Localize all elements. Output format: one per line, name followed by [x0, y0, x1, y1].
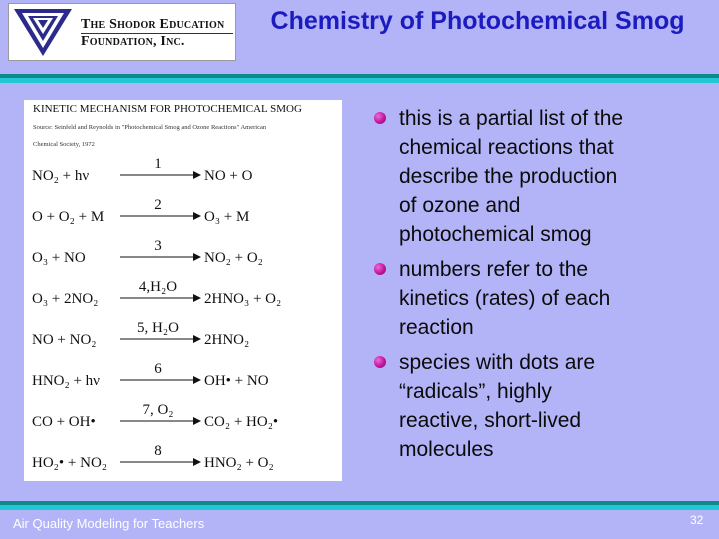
- org-name-line2: Foundation, Inc.: [81, 34, 185, 49]
- reaction-products: 2HNO₂: [204, 332, 250, 348]
- reaction-arrow-head-icon: [193, 458, 201, 466]
- reaction-row: [32, 443, 274, 471]
- reaction-products: 2HNO₃ + O₂: [204, 291, 282, 307]
- bullet-text: this is a partial list of the chemical reactions that describe the production of ozone and photochemical smog: [399, 107, 624, 246]
- top-divider-light: [0, 78, 719, 83]
- reaction-rate-label: 3: [154, 238, 162, 254]
- bullet-dot-icon: [374, 356, 386, 368]
- reaction-products: HNO₂ + O₂: [204, 455, 274, 471]
- reaction-rate-label: 5, H₂O: [137, 320, 179, 336]
- bullet-text: species with dots are “radicals”, highly reactive, short-lived molecules: [399, 351, 596, 461]
- reaction-products: NO + O: [204, 168, 253, 184]
- reaction-products: CO₂ + HO₂•: [204, 414, 279, 430]
- reaction-rate-label: 2: [154, 197, 162, 213]
- reaction-arrow-head-icon: [193, 376, 201, 384]
- reaction-arrow-head-icon: [193, 212, 201, 220]
- reaction-list: [32, 156, 281, 471]
- reaction-reactants: O₃ + NO: [32, 250, 86, 266]
- bullet-dot-icon: [374, 112, 386, 124]
- mechanism-panel: [24, 100, 342, 481]
- reaction-row: [32, 320, 249, 348]
- mechanism-figure: [24, 100, 342, 481]
- reaction-products: NO₂ + O₂: [204, 250, 263, 266]
- reaction-rate-label: 8: [154, 443, 162, 459]
- reaction-rate-label: 6: [154, 361, 162, 377]
- reaction-row: [32, 402, 278, 430]
- reaction-row: [32, 156, 253, 184]
- shodor-logo: [8, 3, 236, 61]
- reaction-row: [32, 361, 269, 389]
- reaction-rate-label: 1: [154, 156, 162, 172]
- bullet-item: [372, 348, 672, 464]
- reaction-reactants: O + O₂ + M: [32, 209, 105, 225]
- reaction-reactants: HO₂• + NO₂: [32, 455, 107, 471]
- reaction-reactants: CO + OH•: [32, 414, 96, 430]
- bullet-item: [372, 104, 672, 249]
- bullet-dot-icon: [374, 263, 386, 275]
- reaction-arrow-head-icon: [193, 171, 201, 179]
- bottom-divider-light: [0, 505, 719, 510]
- logo-divider: [81, 33, 233, 34]
- slide-title: Chemistry of Photochemical Smog: [270, 7, 685, 35]
- mechanism-source-2: Chemical Society, 1972: [33, 141, 95, 148]
- reaction-arrow-head-icon: [193, 335, 201, 343]
- reaction-arrow-head-icon: [193, 253, 201, 261]
- reaction-arrow-head-icon: [193, 294, 201, 302]
- reaction-row: [32, 197, 249, 225]
- footer-course-title: Air Quality Modeling for Teachers: [13, 516, 205, 531]
- reaction-row: [32, 238, 263, 266]
- reaction-reactants: HNO₂ + hν: [32, 373, 100, 389]
- reaction-rate-label: 7, O₂: [142, 402, 174, 418]
- bullet-text: numbers refer to the kinetics (rates) of each reaction: [399, 258, 611, 339]
- reaction-products: O₃ + M: [204, 209, 250, 225]
- bullet-item: [372, 255, 672, 342]
- page-number: 32: [690, 513, 704, 527]
- reaction-row: [32, 279, 281, 307]
- mechanism-source: Source: Seinfeld and Reynolds in "Photochemical Smog and Ozone Reactions" American: [33, 124, 267, 131]
- reaction-reactants: O₃ + 2NO₂: [32, 291, 99, 307]
- bullet-list: [372, 104, 672, 470]
- shodor-logo-icon: [12, 6, 74, 58]
- reaction-arrow-head-icon: [193, 417, 201, 425]
- reaction-reactants: NO₂ + hν: [32, 168, 90, 184]
- reaction-products: OH• + NO: [204, 373, 269, 389]
- org-name-line1: The Shodor Education: [81, 17, 225, 32]
- reaction-reactants: NO + NO₂: [32, 332, 97, 348]
- mechanism-heading: KINETIC MECHANISM FOR PHOTOCHEMICAL SMOG: [33, 103, 302, 115]
- reaction-rate-label: 4,H₂O: [138, 279, 178, 295]
